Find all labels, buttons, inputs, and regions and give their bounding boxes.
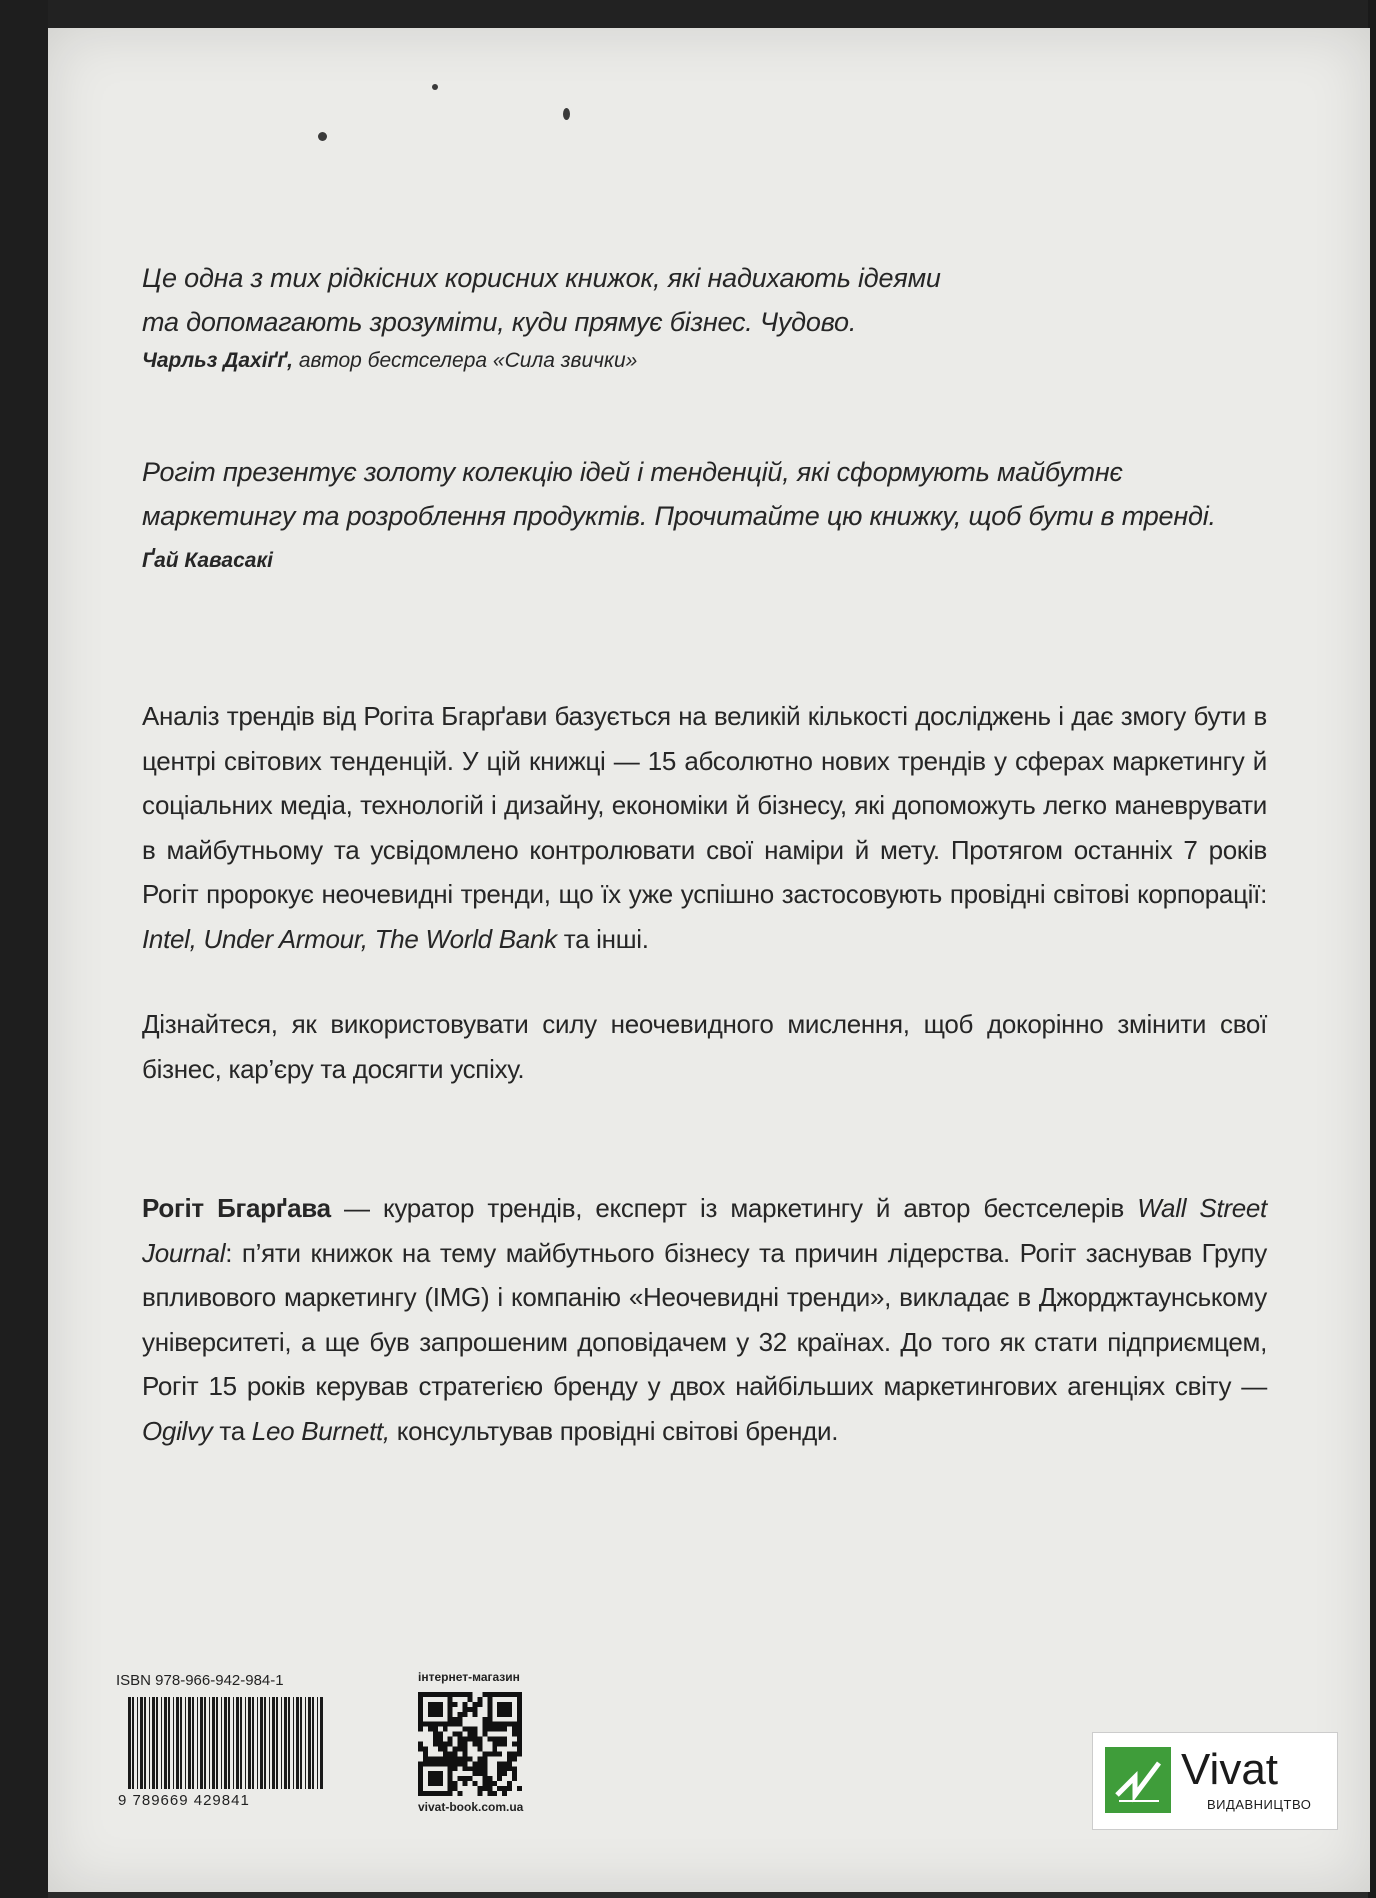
stain (432, 84, 438, 90)
bio-text: : п’яти книжок на тему майбутнього бізнесу та причин лідерства. Рогіт заснував Групу впливового маркетингу (IMG) і компанію «Неочевидні тренди», викладає в Джорджтаунському університеті, а ще був запрошеним доповідачем у 32 країнах. До того як стати підприємцем, Рогіт 15 років керував стратегією бренду у двох найбільших маркетингових агенціях світу — (142, 1237, 1267, 1401)
quote-line: та допомагають зрозуміти, куди прямує бізнес. Чудово. (142, 307, 857, 337)
agency-name: Ogilvy (142, 1415, 213, 1446)
bio-text: консультував провідні світові бренди. (396, 1415, 839, 1446)
publisher-logo (1092, 1732, 1338, 1830)
quote-attribution-1 (142, 346, 1267, 376)
quote-author: Чарльз Дахіґґ, (142, 349, 293, 372)
shop-url: vivat-book.com.ua (418, 1800, 524, 1814)
qr-code-icon (418, 1692, 522, 1796)
publication-name: Wall Street Journal (142, 1193, 1267, 1268)
brand-list: Intel, Under Armour, The World Bank (142, 923, 557, 954)
isbn-label: ISBN 978-966-942-984-1 (116, 1672, 284, 1689)
description-paragraph-2 (142, 1002, 1267, 1091)
quote-author: Ґай Кавасакі (142, 549, 273, 572)
agency-name: Leo Burnett, (251, 1415, 390, 1446)
description-paragraph-1 (142, 694, 1267, 961)
quote-text-1 (142, 256, 1267, 344)
shop-label: інтернет-магазин (418, 1670, 520, 1684)
stain (563, 108, 570, 120)
bio-text: — куратор трендів, експерт із маркетингу й автор бестселерів (344, 1193, 1125, 1223)
author-bio (142, 1186, 1267, 1453)
barcode (128, 1697, 324, 1789)
description-text: Аналіз трендів від Рогіта Бгарґави базується на великій кількості досліджень і дає змогу бути в центрі світових тенденцій. У цій книжці — 15 абсолютно нових трендів у сферах маркетингу й соціальних медіа, технологій і дизайну, економіки й бізнесу, які допоможуть легко маневрувати в майбутньому та усвідомлено контролювати свої наміри й мету. Протягом останніх 7 років Рогіт пророкує неочевидні тренди, що їх уже успішно застосовують провідні світові корпорації: (142, 701, 1267, 909)
description-text: Дізнайтеся, як використовувати силу неочевидного мислення, щоб докорінно змінити свої бізнес, кар’єру та досягти успіху. (142, 1009, 1267, 1084)
quote-line: маркетингу та розроблення продуктів. Прочитайте цю книжку, щоб бути в тренді. (142, 501, 1216, 531)
author-name: Рогіт Бгарґава (142, 1193, 331, 1223)
bio-text: та (219, 1415, 245, 1446)
quote-line: Рогіт презентує золоту колекцію ідей і тенденцій, які сформують майбутнє (142, 457, 1123, 487)
quote-attribution-2 (142, 546, 1267, 576)
cover-edge-top (0, 0, 1376, 30)
vivat-logo-icon (1105, 1747, 1171, 1813)
quote-author-note: автор бестселера «Сила звички» (298, 349, 638, 372)
publisher-subtitle: ВИДАВНИЦТВО (1207, 1797, 1312, 1812)
stain (318, 132, 327, 141)
quote-block-2 (142, 450, 1267, 576)
barcode-digits: 9 789669 429841 (118, 1792, 250, 1809)
quote-line: Це одна з тих рідкісних корисних книжок, які надихають ідеями (142, 263, 941, 293)
description-text-end: та інші. (563, 923, 649, 954)
publisher-name: Vivat (1181, 1745, 1279, 1794)
quote-block-1 (142, 256, 1267, 376)
cover-edge-left (0, 0, 48, 1898)
quote-text-2 (142, 450, 1267, 538)
